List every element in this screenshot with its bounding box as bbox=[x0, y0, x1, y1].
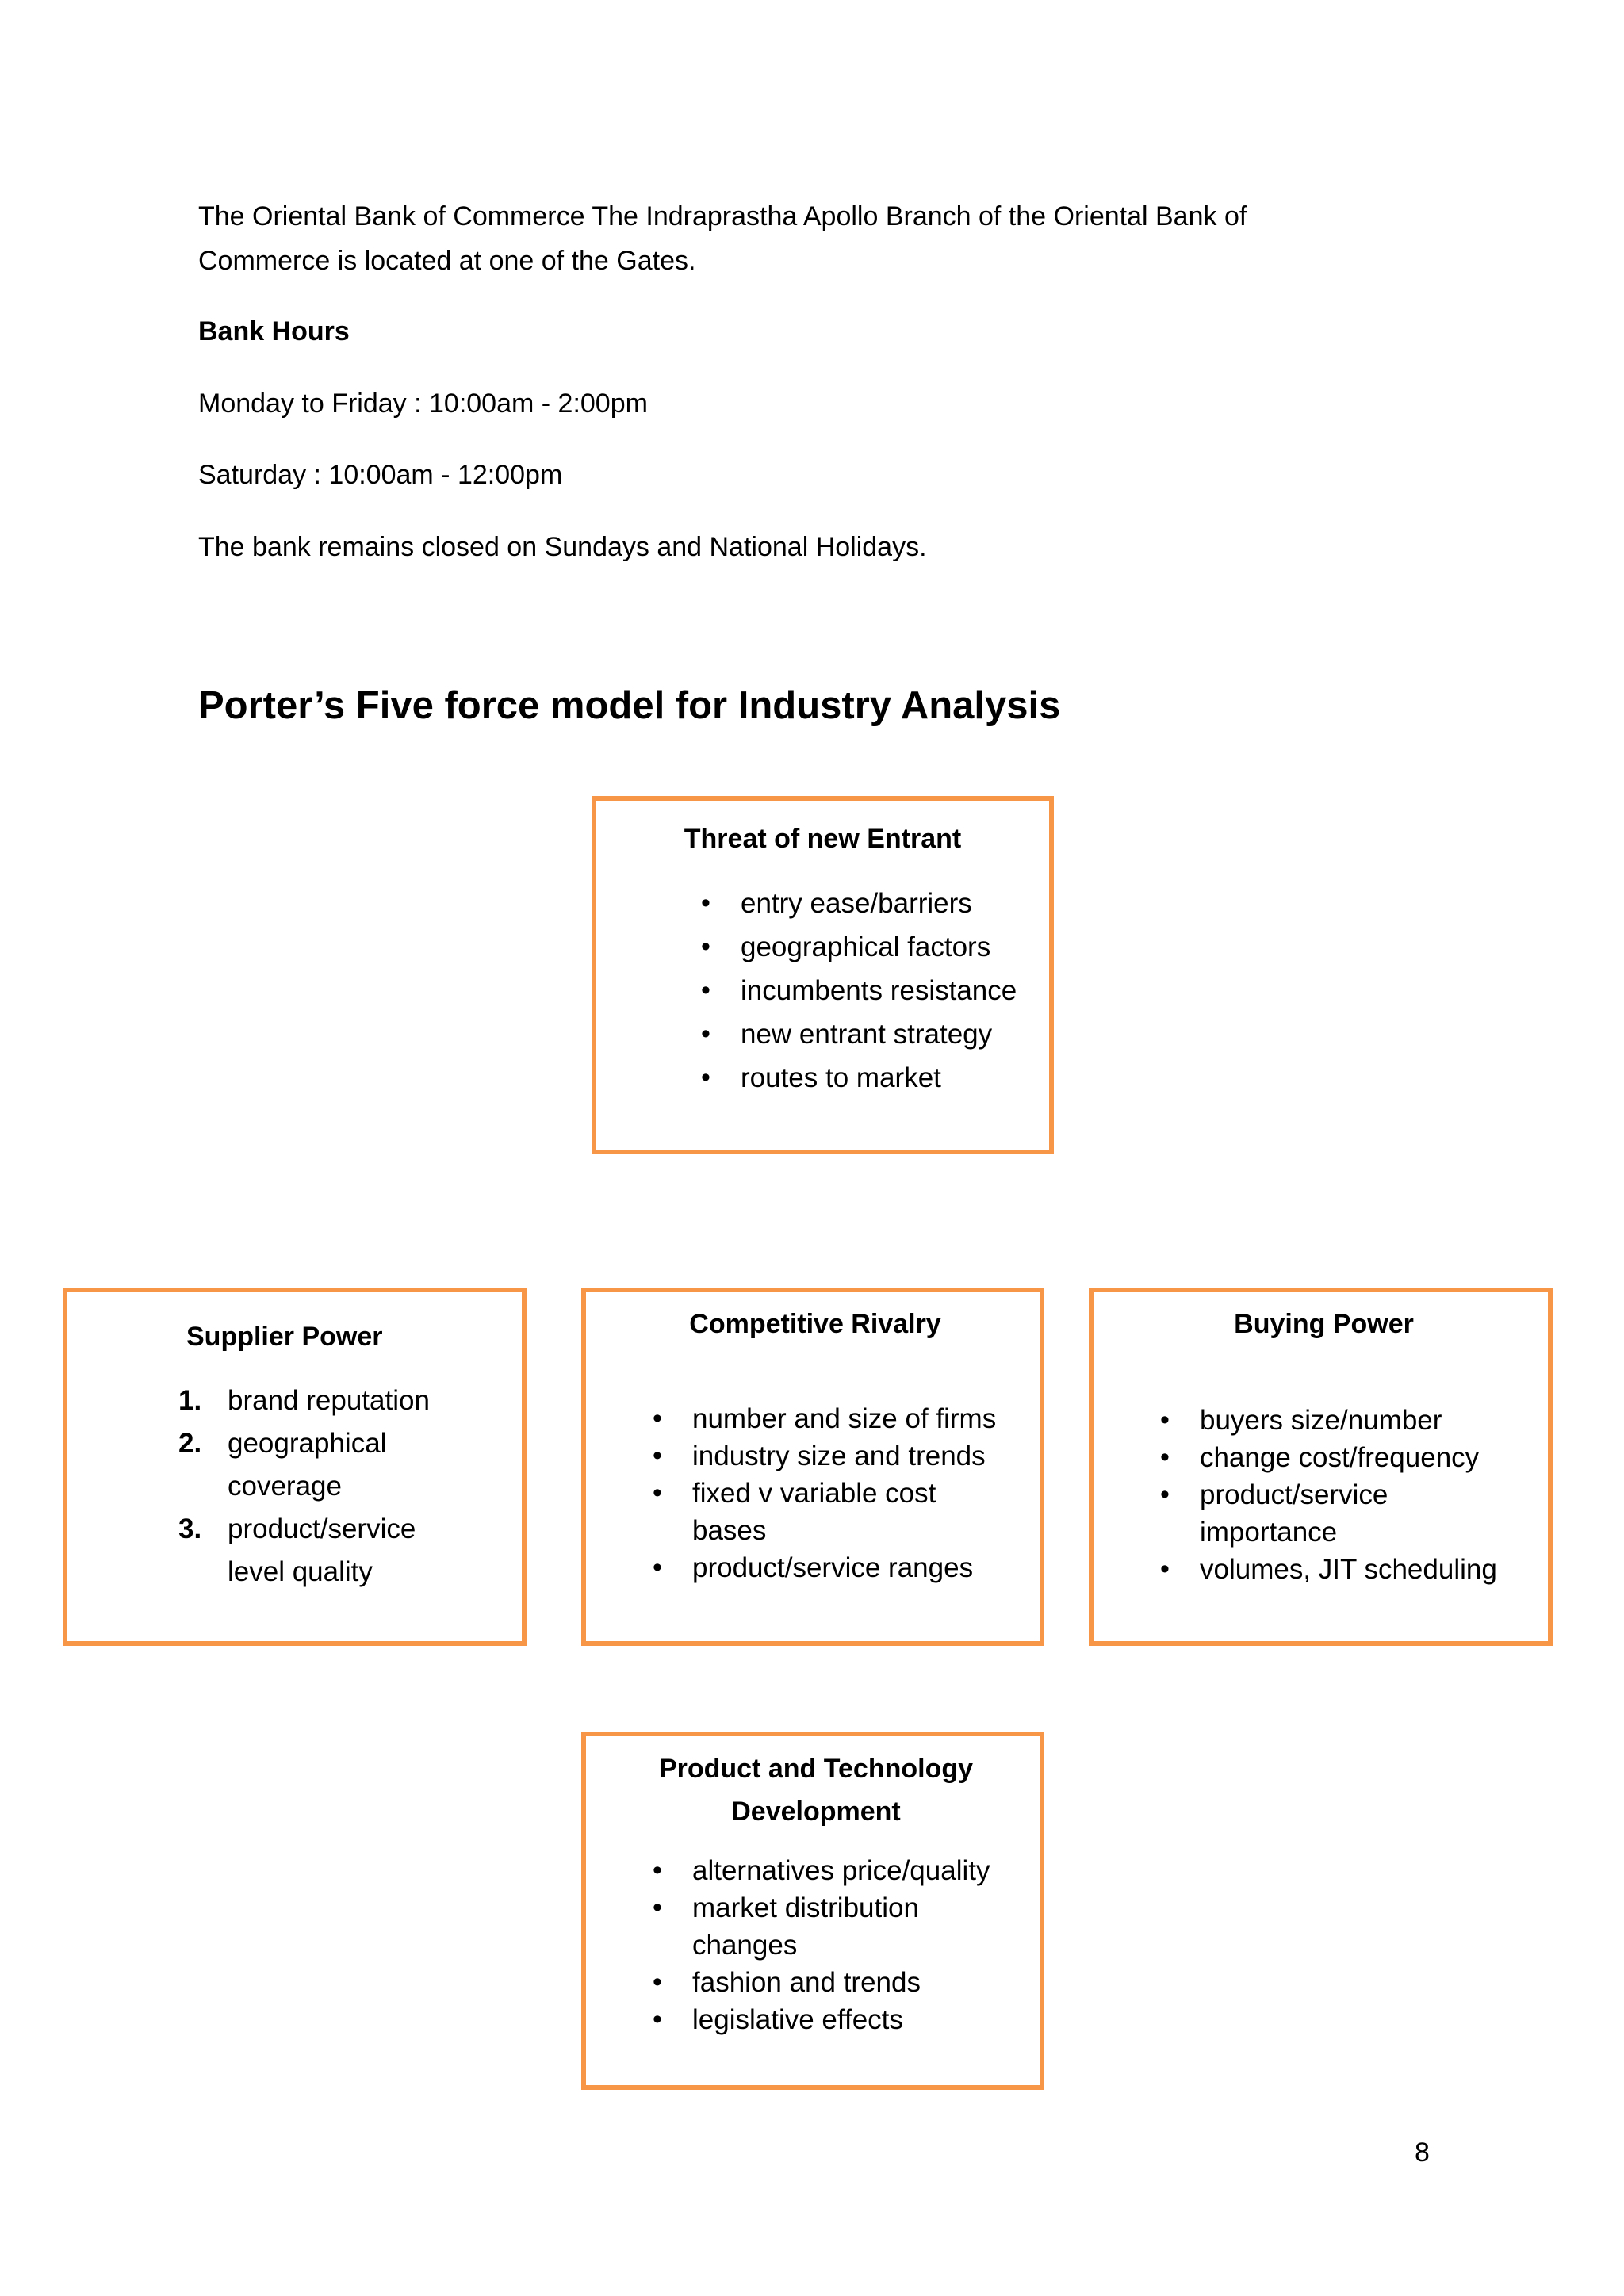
bullet-list bbox=[614, 882, 1032, 1100]
box-title: Buying Power bbox=[1234, 1309, 1414, 1339]
list-item-text: brand reputation bbox=[228, 1385, 430, 1416]
list-item-text: legislative effects bbox=[692, 2004, 903, 2035]
list-item-text: geographical bbox=[228, 1428, 387, 1459]
box-title-line-2: Development bbox=[731, 1797, 901, 1827]
list-item-text: bases bbox=[692, 1515, 767, 1546]
list-item-text: coverage bbox=[228, 1471, 342, 1502]
list-item bbox=[1138, 1439, 1542, 1476]
list-number: 3. bbox=[178, 1513, 202, 1544]
list-item-text: market distribution bbox=[692, 1892, 919, 1923]
list-item bbox=[67, 1508, 509, 1594]
list-item: • incumbents resistance bbox=[679, 969, 1032, 1012]
closed-days-note: The bank remains closed on Sundays and National Holidays. bbox=[198, 532, 927, 562]
page-number: 8 bbox=[1415, 2137, 1430, 2168]
list-item bbox=[630, 1549, 1032, 1586]
intro-paragraph bbox=[198, 194, 1356, 283]
bullet-list bbox=[1106, 1402, 1542, 1588]
bullet-list bbox=[599, 1852, 1033, 2038]
list-item-text: product/service bbox=[1200, 1479, 1388, 1510]
list-item bbox=[1138, 1551, 1542, 1588]
list-item bbox=[67, 1380, 509, 1422]
list-item bbox=[630, 1400, 1032, 1437]
list-item-text: fixed v variable cost bbox=[692, 1478, 936, 1509]
list-item bbox=[630, 1475, 1032, 1549]
list-item bbox=[630, 1889, 1033, 1964]
list-item-text: importance bbox=[1200, 1517, 1338, 1548]
list-item-text: product/service bbox=[228, 1513, 416, 1544]
list-item bbox=[67, 1422, 509, 1508]
list-item bbox=[630, 2001, 1033, 2038]
intro-line-2: Commerce is located at one of the Gates. bbox=[198, 246, 696, 276]
box-supplier-power bbox=[63, 1288, 527, 1646]
list-item-text: volumes, JIT scheduling bbox=[1200, 1554, 1497, 1585]
bank-hours-title: Bank Hours bbox=[198, 316, 350, 346]
box-threat-of-new-entrant bbox=[592, 796, 1054, 1154]
box-competitive-rivalry bbox=[581, 1288, 1044, 1646]
list-item-text: change cost/frequency bbox=[1200, 1442, 1480, 1473]
box-title-line-1: Product and Technology bbox=[658, 1754, 974, 1784]
list-item-text: product/service ranges bbox=[692, 1552, 974, 1583]
list-item bbox=[1138, 1476, 1542, 1551]
box-title: Competitive Rivalry bbox=[689, 1309, 941, 1339]
list-item bbox=[630, 1852, 1033, 1889]
list-item: • geographical factors bbox=[679, 925, 1032, 969]
section-heading: Porter’s Five force model for Industry Analysis bbox=[198, 684, 1061, 727]
list-item bbox=[630, 1437, 1032, 1475]
list-item-text: changes bbox=[692, 1930, 798, 1961]
box-title bbox=[599, 1747, 1033, 1833]
list-item: • entry ease/barriers bbox=[679, 882, 1032, 925]
list-number: 2. bbox=[178, 1428, 202, 1459]
list-item-text: number and size of firms bbox=[692, 1403, 997, 1434]
box-title: Threat of new Entrant bbox=[684, 824, 962, 854]
list-item-text: buyers size/number bbox=[1200, 1405, 1442, 1436]
weekday-hours: Monday to Friday : 10:00am - 2:00pm bbox=[198, 388, 648, 419]
list-item bbox=[1138, 1402, 1542, 1439]
list-number: 1. bbox=[178, 1385, 202, 1416]
numbered-list bbox=[67, 1380, 509, 1594]
bullet-list bbox=[599, 1400, 1032, 1586]
intro-line-1: The Oriental Bank of Commerce The Indraprastha Apollo Branch of the Oriental Bank of bbox=[198, 201, 1247, 232]
box-title: Supplier Power bbox=[186, 1322, 383, 1352]
list-item bbox=[630, 1964, 1033, 2001]
list-item-text: industry size and trends bbox=[692, 1441, 986, 1471]
box-buying-power bbox=[1089, 1288, 1553, 1646]
list-item: • routes to market bbox=[679, 1056, 1032, 1100]
list-item-text: fashion and trends bbox=[692, 1967, 921, 1998]
list-item-text: alternatives price/quality bbox=[692, 1855, 990, 1886]
list-item-text: level quality bbox=[228, 1556, 373, 1587]
saturday-hours: Saturday : 10:00am - 12:00pm bbox=[198, 460, 563, 490]
box-product-and-technology-development bbox=[581, 1732, 1044, 2090]
list-item: • new entrant strategy bbox=[679, 1012, 1032, 1056]
